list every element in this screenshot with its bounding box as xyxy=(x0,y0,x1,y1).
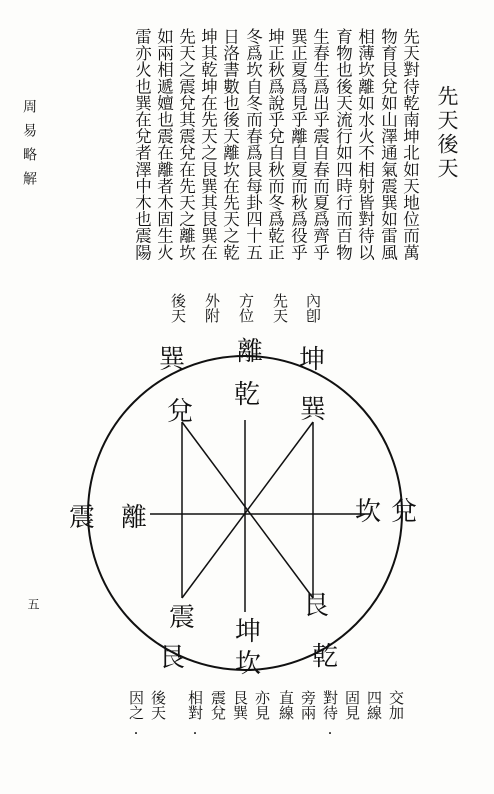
note-column-8: 艮巽 xyxy=(231,690,249,720)
running-head: 周易略解 xyxy=(21,99,37,195)
inner-trigram-right: 坎 xyxy=(354,497,382,527)
body-column-3: 相薄坎離如水火不相射皆對待以 xyxy=(355,28,375,261)
bagua-diagram xyxy=(60,330,430,710)
note-column-12: 因之. xyxy=(127,690,145,738)
body-column-4: 育物也後天流行如四時行而百物 xyxy=(333,28,353,261)
section-title: 先天後天 xyxy=(435,85,459,181)
body-column-10: 坤其乾坤在先天之艮巽其艮巽在 xyxy=(198,28,218,261)
body-column-2: 物育艮兌如山澤通氣震巽如雷風 xyxy=(378,28,398,261)
diagram-label-3: 方位 xyxy=(237,293,255,323)
note-column-11: 後天 xyxy=(149,690,167,720)
note-column-5: 旁兩 xyxy=(299,690,317,720)
note-column-2: 四線 xyxy=(365,690,383,720)
diagram-label-2: 先天 xyxy=(271,293,289,323)
outer-trigram-top-right: 坤 xyxy=(298,345,326,375)
body-column-12: 如兩相遞嬗也震在離者木固生火 xyxy=(154,28,174,261)
note-column-9: 震兌 xyxy=(209,690,227,720)
note-column-1: 交加 xyxy=(387,690,405,720)
diagram-label-1: 內卽 xyxy=(304,293,322,323)
outer-trigram-top: 離 xyxy=(236,337,264,367)
outer-trigram-bottom-right: 乾 xyxy=(311,642,339,672)
body-column-1: 先天對待乾南坤北如天地位而萬 xyxy=(400,28,420,261)
inner-trigram-top-right: 巽 xyxy=(299,395,327,425)
inner-trigram-bottom: 坤 xyxy=(234,617,262,647)
body-column-6: 巽正夏爲見乎離自夏而秋爲役乎 xyxy=(288,28,308,261)
page-number: 五 xyxy=(26,598,40,610)
diagram-label-5: 後天 xyxy=(169,293,187,323)
note-column-6: 直線 xyxy=(277,690,295,720)
outer-trigram-right: 兌 xyxy=(390,497,418,527)
note-column-3: 固見 xyxy=(343,690,361,720)
body-column-5: 生春生爲出乎震自春而夏爲齊乎 xyxy=(310,28,330,261)
inner-trigram-top: 乾 xyxy=(233,380,261,410)
note-column-7: 亦見 xyxy=(253,690,271,720)
outer-trigram-left: 震 xyxy=(68,503,96,533)
diagram-label-4: 外附 xyxy=(203,293,221,323)
body-column-8: 冬爲坎自冬而春爲艮每卦四十五 xyxy=(243,28,263,261)
note-column-4: 對待. xyxy=(321,690,339,738)
inner-trigram-bottom-right: 艮 xyxy=(302,591,330,621)
note-column-10: 相對. xyxy=(186,690,204,738)
body-column-11: 先天之震兌其震兌在先天之離坎 xyxy=(176,28,196,261)
outer-trigram-bottom: 坎 xyxy=(234,649,262,679)
inner-trigram-bottom-left: 震 xyxy=(168,603,196,633)
body-column-9: 日洛書數也後天離坎在先天之乾 xyxy=(220,28,240,261)
inner-trigram-left: 離 xyxy=(120,503,148,533)
body-column-7: 坤正秋爲說乎兌自秋而冬爲乾正 xyxy=(265,28,285,261)
inner-trigram-top-left: 兌 xyxy=(166,397,194,427)
outer-trigram-bottom-left: 艮 xyxy=(158,643,186,673)
outer-trigram-top-left: 巽 xyxy=(158,345,186,375)
body-column-13: 雷亦火也巽在兌者澤中木也震陽 xyxy=(132,28,152,261)
